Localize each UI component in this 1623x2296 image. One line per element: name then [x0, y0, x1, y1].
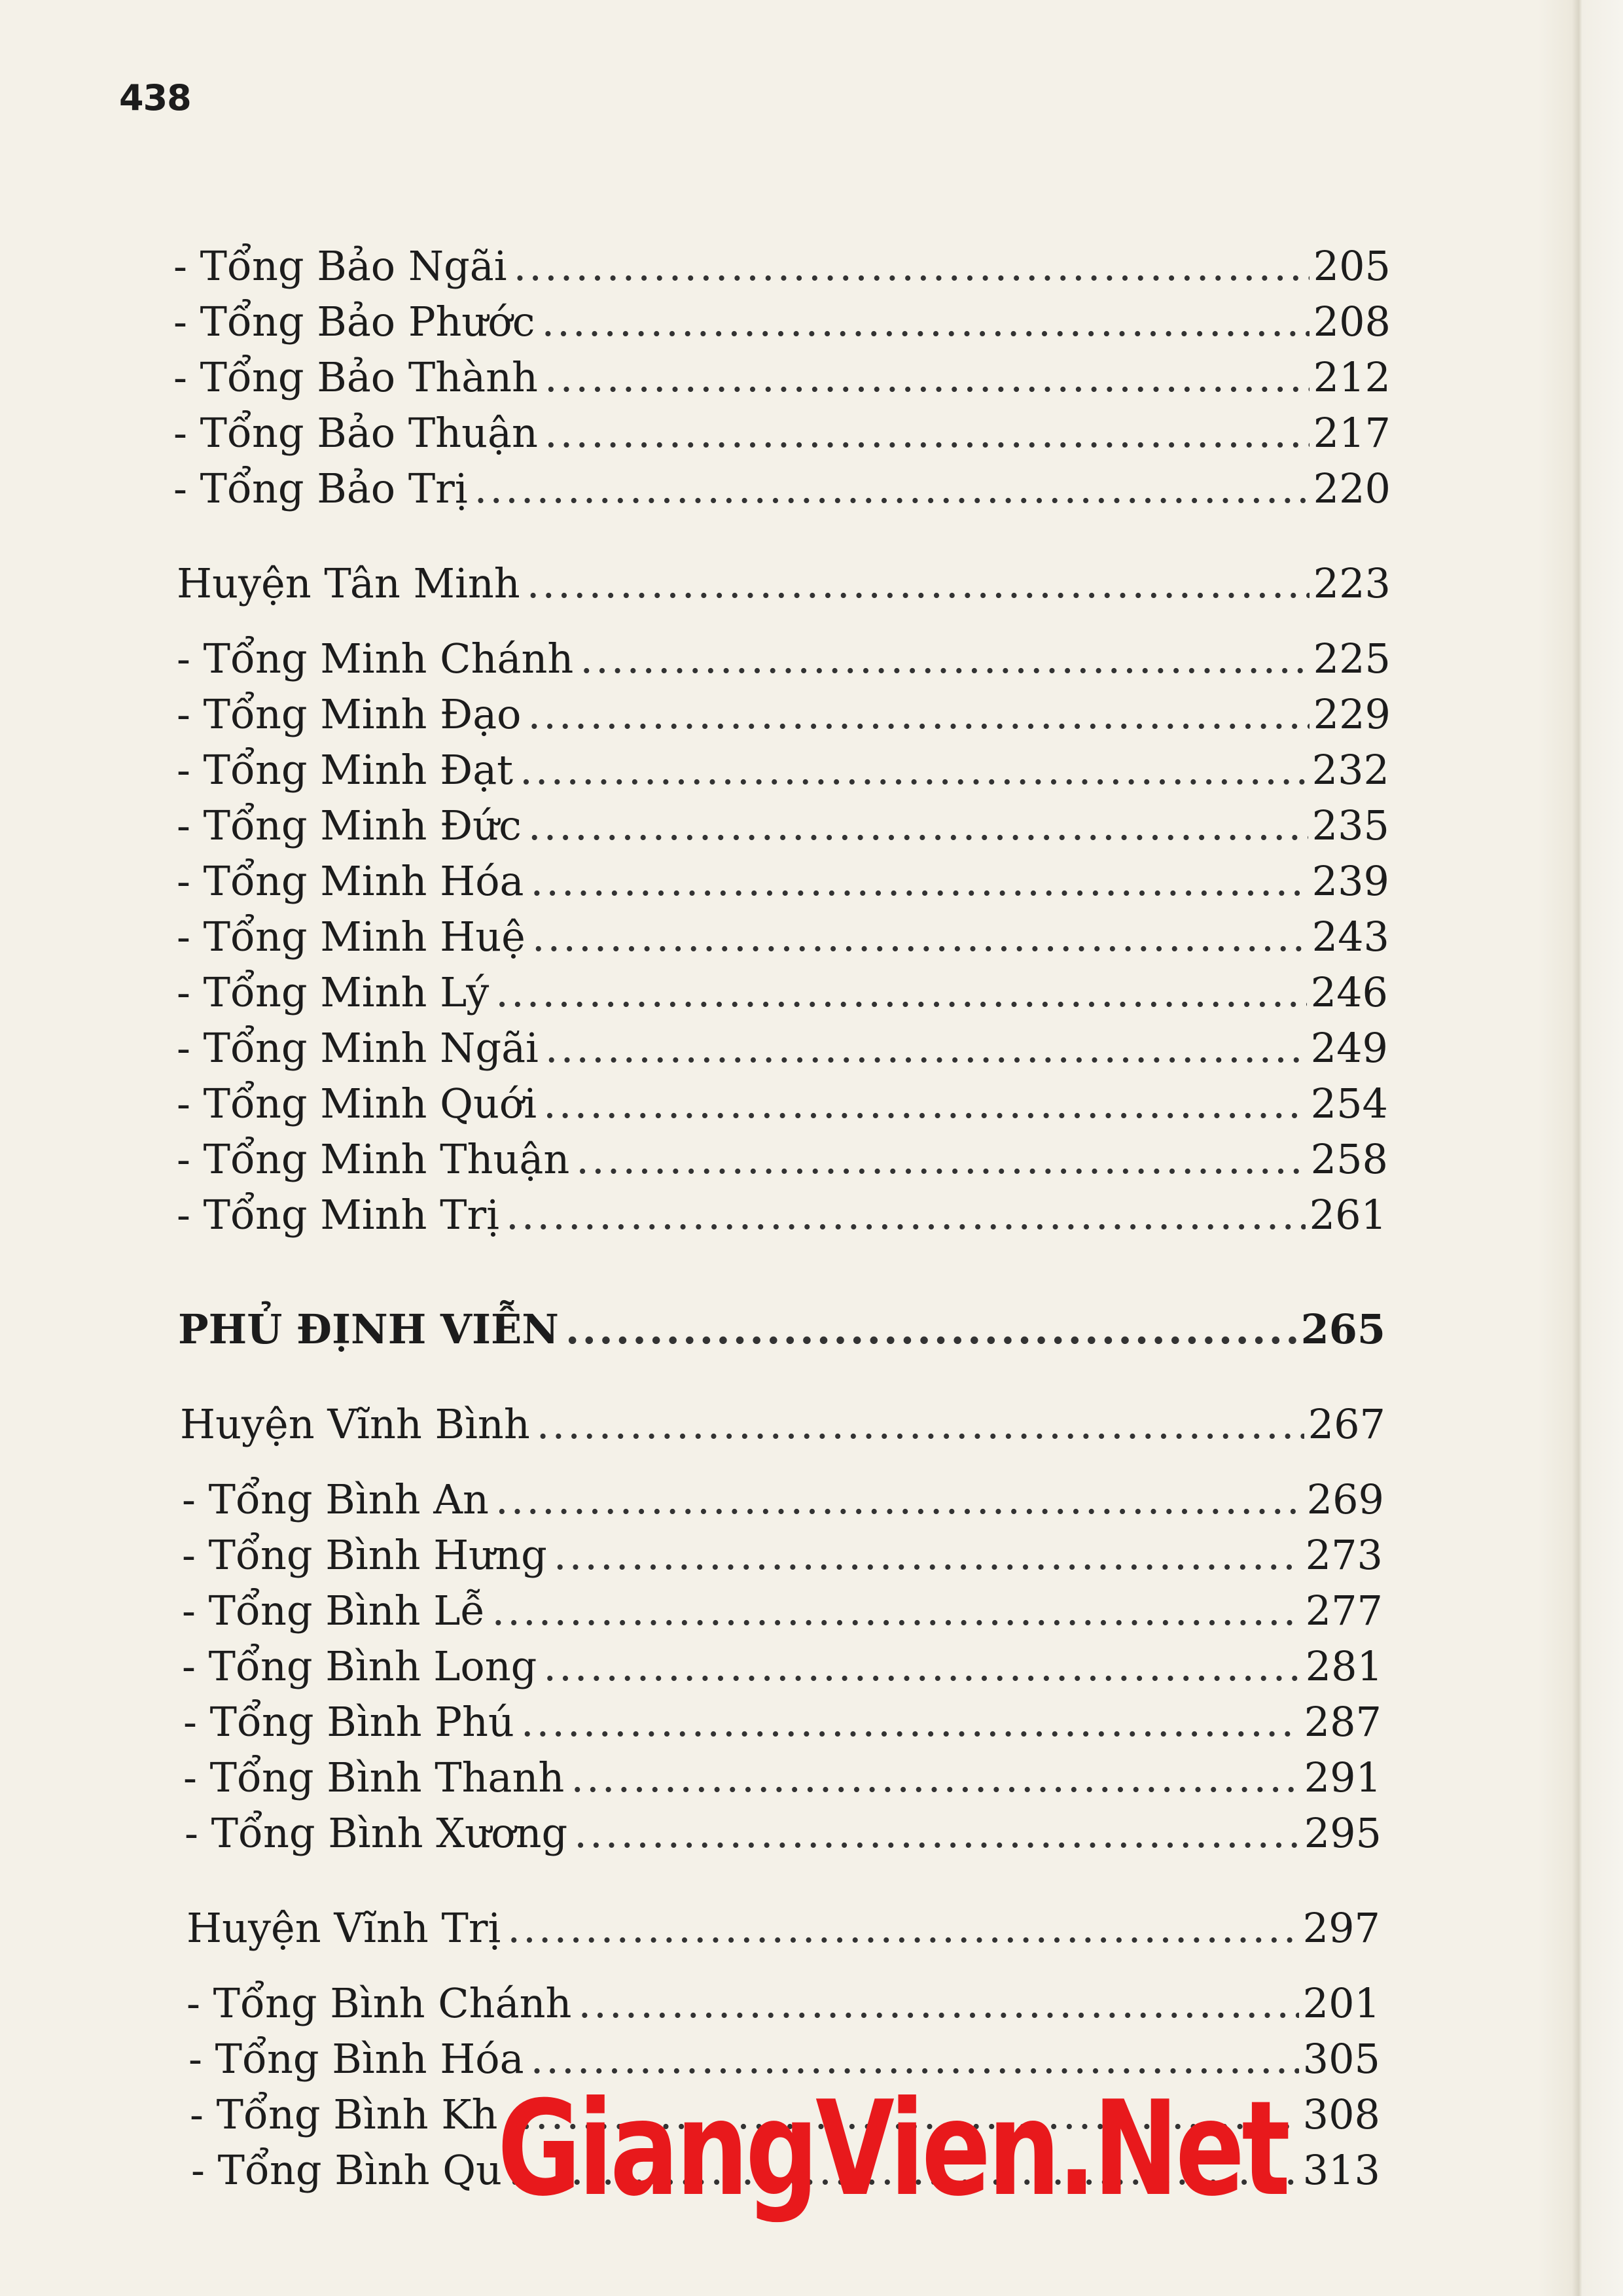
toc-entry — [177, 1135, 1388, 1184]
toc-entry — [183, 1754, 1382, 1802]
toc-entry — [177, 1080, 1388, 1128]
toc-entry-page: 239 — [1311, 857, 1389, 905]
toc-entry-title: - Tổng Bảo Thành — [173, 353, 538, 401]
toc-entry-page: 261 — [1309, 1191, 1387, 1239]
toc-entry — [173, 353, 1391, 402]
toc-entry — [173, 465, 1391, 513]
toc-entry-title: - Tổng Bình Xương — [185, 1809, 568, 1857]
toc-entry-page: 201 — [1302, 1979, 1380, 2027]
dot-leader — [492, 1587, 1302, 1635]
watermark: GiangVien.Net — [497, 2073, 1288, 2225]
dot-leader — [571, 1754, 1300, 1802]
toc-entry — [177, 635, 1391, 683]
toc-entry-title: - Tổng Bình An — [182, 1475, 489, 1523]
toc-entry-title: - Tổng Minh Đạt — [177, 746, 514, 794]
toc-entry-title: - Tổng Minh Huệ — [177, 913, 526, 961]
toc-entry — [177, 968, 1388, 1017]
toc-entry-title: PHỦ ĐỊNH VIỄN — [178, 1305, 559, 1353]
toc-entry-title: - Tổng Minh Lý — [177, 968, 490, 1016]
dot-leader — [520, 746, 1308, 794]
toc-entry — [182, 1587, 1383, 1635]
toc-entry-title: - Tổng Bình Lễ — [182, 1587, 486, 1634]
toc-entry-page: 308 — [1302, 2091, 1380, 2138]
toc-entry — [177, 1191, 1387, 1239]
toc-section-entry — [178, 1305, 1385, 1354]
dot-leader — [521, 1698, 1300, 1746]
toc-entry-title: - Tổng Bình Chánh — [187, 1979, 572, 2027]
dot-leader — [532, 913, 1308, 961]
toc-entry — [185, 1809, 1382, 1858]
dot-leader — [580, 635, 1309, 683]
toc-entry-page: 287 — [1304, 1698, 1382, 1746]
toc-entry-title: - Tổng Minh Ngãi — [177, 1024, 539, 1072]
toc-entry-page: 313 — [1302, 2146, 1380, 2194]
toc-entry — [177, 913, 1389, 961]
toc-entry-title: - Tổng Minh Trị — [177, 1191, 499, 1239]
toc-entry-title: - Tổng Bình Hưng — [182, 1531, 547, 1579]
toc-entry-title: - Tổng Bình Qu — [191, 2146, 502, 2194]
dot-leader — [507, 1904, 1298, 1952]
toc-entry-title: - Tổng Bảo Trị — [173, 465, 468, 512]
toc-entry-title: - Tổng Bảo Ngãi — [173, 242, 507, 290]
dot-leader — [528, 802, 1308, 850]
toc-entry-page: 225 — [1313, 635, 1391, 682]
toc-entry-title: - Tổng Bình Hóa — [188, 2035, 524, 2083]
toc-entry-page: 232 — [1311, 746, 1389, 794]
toc-entry-page: 291 — [1304, 1754, 1382, 1801]
dot-leader — [531, 857, 1308, 906]
toc-entry — [173, 242, 1391, 291]
toc-entry-title: - Tổng Bình Kh — [190, 2091, 498, 2138]
toc-district-entry — [187, 1904, 1380, 1952]
dot-leader — [543, 1642, 1301, 1691]
toc-entry-title: - Tổng Minh Hóa — [177, 857, 524, 905]
toc-entry — [182, 1531, 1383, 1580]
toc-entry-page: 254 — [1310, 1080, 1388, 1127]
toc-entry-page: 295 — [1304, 1809, 1382, 1857]
toc-entry — [177, 802, 1389, 850]
toc-entry-title: Huyện Tân Minh — [177, 559, 520, 607]
toc-entry-page: 297 — [1302, 1904, 1380, 1952]
toc-entry-page: 269 — [1306, 1475, 1384, 1523]
toc-entry-page: 235 — [1311, 802, 1389, 849]
toc-entry-page: 273 — [1305, 1531, 1383, 1579]
toc-entry-title: - Tổng Minh Đức — [177, 802, 522, 849]
dot-leader — [474, 465, 1310, 513]
toc-entry-title: - Tổng Minh Thuận — [177, 1135, 570, 1183]
dot-leader — [544, 353, 1310, 402]
toc-entry — [182, 1642, 1383, 1691]
toc-entry-page: 212 — [1313, 353, 1391, 401]
toc-district-entry — [180, 1400, 1385, 1449]
dot-leader — [495, 968, 1306, 1017]
dot-leader — [578, 1979, 1298, 2028]
toc-entry-page: 243 — [1311, 913, 1389, 961]
toc-entry-title: - Tổng Minh Quới — [177, 1080, 537, 1127]
toc-entry-title: - Tổng Bình Phú — [183, 1698, 514, 1746]
dot-leader — [574, 1809, 1300, 1858]
dot-leader — [537, 1400, 1304, 1449]
toc-entry — [173, 409, 1391, 457]
toc-entry-title: - Tổng Minh Đạo — [177, 690, 522, 738]
toc-entry-page: 249 — [1310, 1024, 1388, 1072]
dot-leader — [495, 1475, 1303, 1524]
toc-entry — [182, 1475, 1384, 1524]
toc-entry-page: 305 — [1302, 2035, 1380, 2083]
toc-entry-page: 267 — [1308, 1400, 1385, 1448]
toc-entry-page: 208 — [1313, 298, 1391, 345]
toc-entry-title: - Tổng Bình Thanh — [183, 1754, 565, 1801]
dot-leader — [514, 242, 1310, 291]
toc-entry-title: Huyện Vĩnh Bình — [180, 1400, 530, 1448]
dot-leader — [554, 1531, 1302, 1580]
toc-entry-page: 223 — [1313, 559, 1391, 607]
dot-leader — [543, 1080, 1307, 1128]
toc-entry-page: 258 — [1310, 1135, 1388, 1183]
toc-entry — [177, 690, 1391, 739]
toc-entry-page: 220 — [1313, 465, 1391, 512]
dot-leader — [527, 559, 1310, 608]
dot-leader — [528, 690, 1310, 739]
toc-entry-title: - Tổng Bình Long — [182, 1642, 537, 1690]
toc-entry-page: 205 — [1313, 242, 1391, 290]
toc-entry-title: - Tổng Minh Chánh — [177, 635, 574, 682]
dot-leader — [565, 1305, 1297, 1354]
toc-entry-title: Huyện Vĩnh Trị — [187, 1904, 501, 1952]
toc-entry — [173, 298, 1391, 346]
toc-entry-page: 217 — [1313, 409, 1391, 457]
toc-district-entry — [177, 559, 1391, 608]
toc-entry-page: 281 — [1305, 1642, 1383, 1690]
dot-leader — [576, 1135, 1306, 1184]
toc-entry — [177, 1024, 1388, 1072]
page-number: 438 — [119, 77, 191, 118]
toc-entry-page: 265 — [1300, 1305, 1385, 1353]
dot-leader — [506, 1191, 1306, 1239]
toc-entry-page: 277 — [1305, 1587, 1383, 1634]
toc-entry — [177, 857, 1389, 906]
dot-leader — [541, 298, 1309, 346]
toc-entry-page: 229 — [1313, 690, 1391, 738]
dot-leader — [545, 1024, 1307, 1072]
toc-entry-page: 246 — [1310, 968, 1388, 1016]
toc-entry — [183, 1698, 1382, 1746]
toc-entry — [177, 746, 1389, 794]
toc-entry-title: - Tổng Bảo Thuận — [173, 409, 538, 457]
dot-leader — [544, 409, 1310, 457]
toc-entry — [187, 1979, 1380, 2028]
toc-entry-title: - Tổng Bảo Phước — [173, 298, 535, 345]
